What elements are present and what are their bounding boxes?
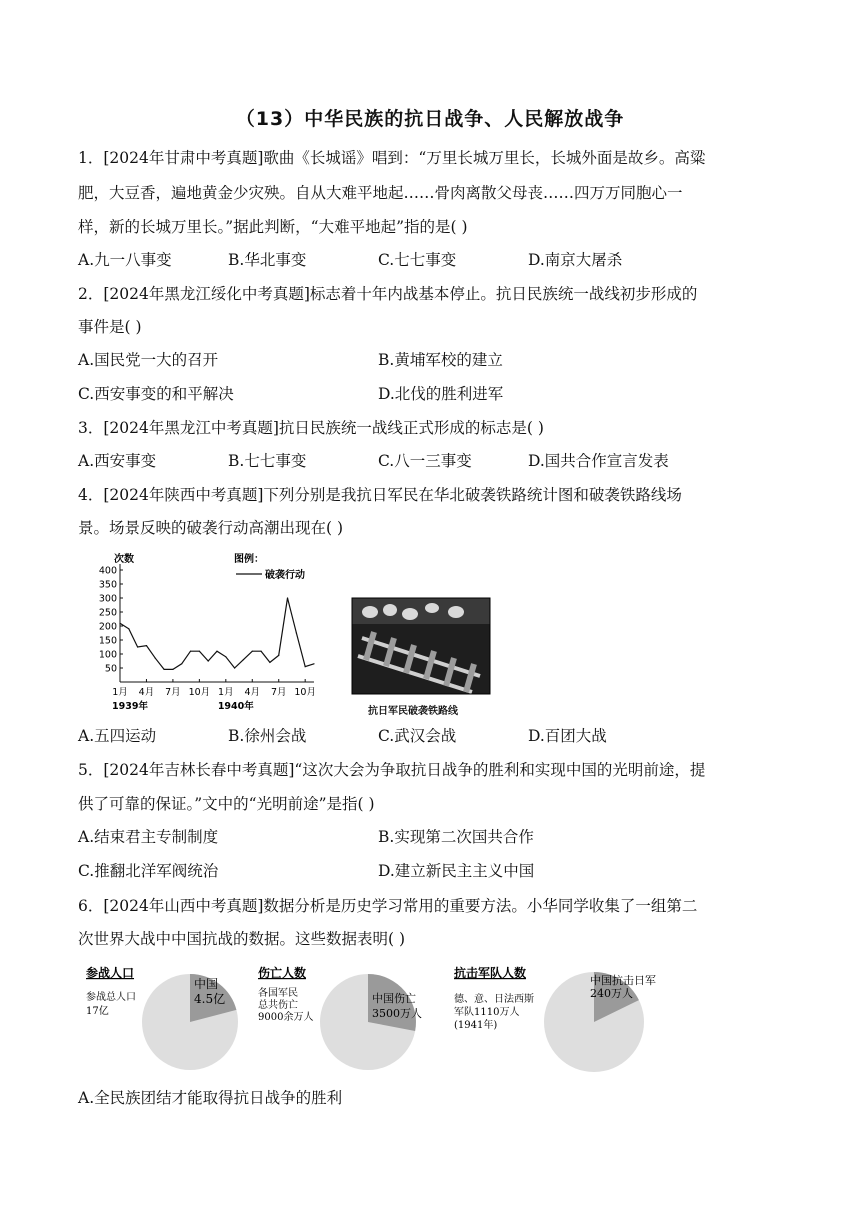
data-point <box>269 662 270 663</box>
x-tick-label: 7月 <box>270 687 287 698</box>
pie-label-world: 17亿 <box>86 1006 109 1017</box>
data-point <box>234 667 235 668</box>
pie-label-china: 中国伤亡 <box>372 992 416 1005</box>
data-point <box>287 597 288 598</box>
q2-line-1: 2．[2024年黑龙江绥化中考真题]标志着十年内战基本停止。抗日民族统一战线初步形成的 <box>78 285 698 303</box>
x-tick-label: 4月 <box>138 687 155 698</box>
q1-line-3: 样，新的长城万里长。”据此判断，“大难平地起”指的是( ) <box>78 218 468 236</box>
pie-label-world: 军队1110万人 <box>454 1007 520 1018</box>
x-tick-label: 1月 <box>112 687 128 698</box>
y-axis-label: 次数 <box>114 554 134 565</box>
q5-option-b[interactable]: B.实现第二次国共合作 <box>378 828 534 846</box>
q1-line-2: 肥，大豆香，遍地黄金少灾殃。自从大难平地起……骨肉离散父母丧……四万万同胞心一 <box>78 184 683 202</box>
y-tick-label: 150 <box>98 635 117 647</box>
data-point <box>146 645 147 646</box>
pie-title: 伤亡人数 <box>258 966 307 980</box>
x-tick-label: 1月 <box>218 687 234 698</box>
x-tick-label: 10月 <box>294 687 316 698</box>
q6-line-1: 6．[2024年山西中考真题]数据分析是历史学习常用的重要方法。小华同学收集了一组第二 <box>78 897 698 915</box>
x-tick-label: 4月 <box>244 687 261 698</box>
y-tick-label: 50 <box>104 663 117 675</box>
data-point <box>252 651 253 652</box>
q1-option-a[interactable]: A.九一八事变 <box>78 251 172 269</box>
q2-option-d[interactable]: D.北伐的胜利进军 <box>378 385 504 403</box>
y-tick-label: 400 <box>98 565 117 577</box>
q5-line-2: 供了可靠的保证。”文中的“光明前途”是指( ) <box>78 795 375 813</box>
q6-line-2: 次世界大战中中国抗战的数据。这些数据表明( ) <box>78 930 406 948</box>
data-point <box>216 651 217 652</box>
x-tick-label: 10月 <box>188 687 211 698</box>
data-point <box>137 646 138 647</box>
data-point <box>128 628 129 629</box>
legend-title: 图例： <box>234 554 264 565</box>
y-tick-label: 250 <box>98 607 117 619</box>
data-point <box>313 663 314 664</box>
pie-label-world: 总共伤亡 <box>258 1000 298 1011</box>
photo-illustration <box>352 598 490 694</box>
pie-label-world: 德、意、日法西斯 <box>454 994 534 1005</box>
data-point <box>163 669 164 670</box>
data-point <box>199 651 200 652</box>
q4-option-c[interactable]: C.武汉会战 <box>378 727 457 745</box>
y-tick-label: 350 <box>98 579 117 591</box>
data-point <box>181 663 182 664</box>
data-point <box>260 651 261 652</box>
troops-resisted-pie <box>452 964 656 1074</box>
x-tick-label: 7月 <box>165 687 181 698</box>
q5-option-c[interactable]: C.推翻北洋军阀统治 <box>78 862 219 880</box>
data-point <box>278 655 279 656</box>
participating-population-pie <box>84 964 260 1074</box>
y-tick-label: 100 <box>98 649 117 661</box>
casualties-pie <box>256 964 434 1074</box>
q3-option-a[interactable]: A.西安事变 <box>78 452 157 470</box>
q4-line-2: 景。场景反映的破袭行动高潮出现在( ) <box>78 519 344 537</box>
q1-line-1: 1．[2024年甘肃中考真题]歌曲《长城谣》唱到：“万里长城万里长，长城外面是故乡。高粱 <box>78 149 706 167</box>
data-point <box>155 658 156 659</box>
sabotage-series-line <box>120 598 314 669</box>
q3-option-c[interactable]: C.八一三事变 <box>378 452 472 470</box>
pie-label-world: 各国军民 <box>258 988 298 999</box>
q3-option-d[interactable]: D.国共合作宣言发表 <box>528 452 669 470</box>
pie-title: 参战人口 <box>86 966 135 980</box>
q1-option-d[interactable]: D.南京大屠杀 <box>528 251 623 269</box>
data-point <box>172 669 173 670</box>
q6-option-a[interactable]: A.全民族团结才能取得抗日战争的胜利 <box>78 1089 343 1107</box>
data-point <box>296 632 297 633</box>
pie-label-china: 4.5亿 <box>194 992 226 1006</box>
data-point <box>190 651 191 652</box>
q5-option-a[interactable]: A.结束君主专制制度 <box>78 828 219 846</box>
pie-label-china: 240万人 <box>590 987 633 1000</box>
pie-label-world: (1941年) <box>454 1020 498 1031</box>
data-point <box>305 666 306 667</box>
page-title: （13）中华民族的抗日战争、人民解放战争 <box>235 108 625 130</box>
q2-option-a[interactable]: A.国民党一大的召开 <box>78 351 219 369</box>
photo-caption: 抗日军民破袭铁路线 <box>368 706 458 717</box>
y-tick-label: 300 <box>98 593 117 605</box>
pie-title: 抗击军队人数 <box>454 966 527 980</box>
q2-line-2: 事件是( ) <box>78 318 142 336</box>
q4-option-b[interactable]: B.徐州会战 <box>228 727 307 745</box>
q5-line-1: 5．[2024年吉林长春中考真题]“这次大会为争取抗日战争的胜利和实现中国的光明前途，提 <box>78 761 706 779</box>
data-point <box>225 656 226 657</box>
q2-option-c[interactable]: C.西安事变的和平解决 <box>78 385 234 403</box>
data-point <box>119 623 120 624</box>
q1-option-c[interactable]: C.七七事变 <box>378 251 457 269</box>
railway-sabotage-photo <box>352 598 490 694</box>
year-label: 1940年 <box>217 701 254 712</box>
q5-option-d[interactable]: D.建立新民主主义中国 <box>378 862 535 880</box>
pie-label-china: 中国 <box>194 977 219 991</box>
q3-option-b[interactable]: B.七七事变 <box>228 452 307 470</box>
q4-option-d[interactable]: D.百团大战 <box>528 727 607 745</box>
q4-line-1: 4．[2024年陕西中考真题]下列分别是我抗日军民在华北破袭铁路统计图和破袭铁路线场 <box>78 486 682 504</box>
data-point <box>208 660 209 661</box>
pie-label-china: 3500万人 <box>372 1007 422 1020</box>
q3-line-1: 3．[2024年黑龙江中考真题]抗日民族统一战线正式形成的标志是( ) <box>78 419 544 437</box>
q4-option-a[interactable]: A.五四运动 <box>78 727 157 745</box>
q2-option-b[interactable]: B.黄埔军校的建立 <box>378 351 503 369</box>
railway-sabotage-line-chart <box>84 550 324 720</box>
y-tick-label: 200 <box>98 621 117 633</box>
pie-label-world: 9000余万人 <box>258 1012 314 1023</box>
q1-option-b[interactable]: B.华北事变 <box>228 251 307 269</box>
pie-label-china: 中国抗击日军 <box>590 974 656 987</box>
legend-label: 破袭行动 <box>265 570 305 581</box>
year-label: 1939年 <box>112 701 148 712</box>
data-point <box>243 659 244 660</box>
pie-label-world: 参战总人口 <box>86 992 136 1003</box>
